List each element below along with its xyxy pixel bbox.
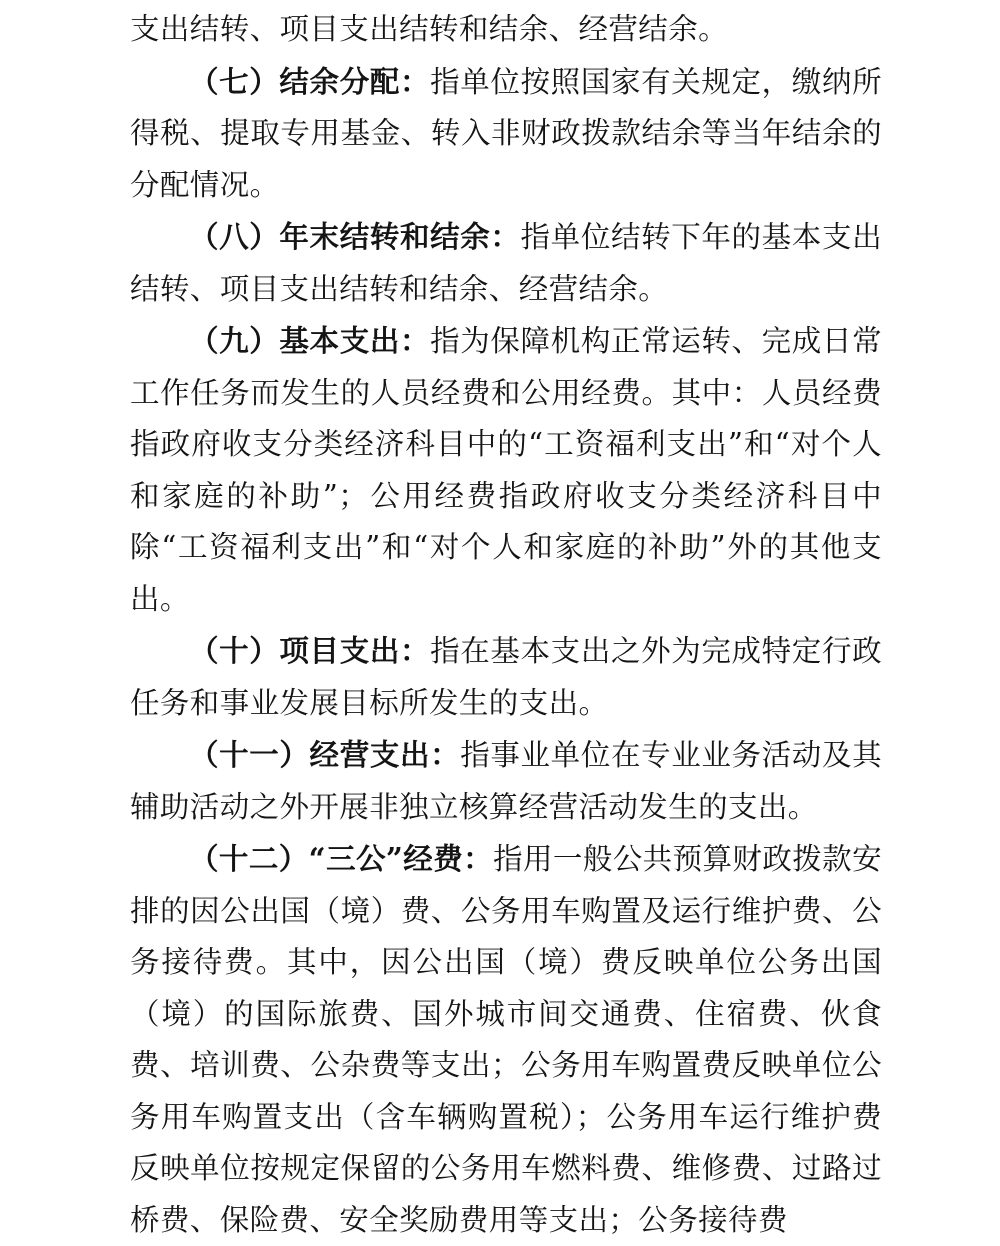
paragraph-text: 指在基本支出之外为完成特定行政任务和事业发展目标所发生的支出。 (130, 634, 882, 720)
paragraph-text: 指事业单位在专业业务活动及其辅助活动之外开展非独立核算经营活动发生的支出。 (130, 738, 882, 824)
paragraph-text: 指用一般公共预算财政拨款安排的因公出国（境）费、公务用车购置及运行维护费、公务接待费。其中，因公出国（境）费反映单位公务出国（境）的国际旅费、国外城市间交通费、住宿费、伙食费、培训费、公杂费等支出；公务用车购置费反映单位公务用车购置支出（含车辆购置税）；公务用车运行维护费反映单位按规定保留的公务用车燃料费、维修费、过路过桥费、保险费、安全奖励费用等支出；公务接待费 (130, 842, 882, 1237)
paragraph-text: 指为保障机构正常运转、完成日常工作任务而发生的人员经费和公用经费。其中：人员经费指政府收支分类经济科目中的“工资福利支出”和“对个人和家庭的补助”；公用经费指政府收支分类经济科目中除“工资福利支出”和“对个人和家庭的补助”外的其他支出。 (130, 324, 882, 616)
paragraph-lead: （七）结余分配： (189, 63, 431, 99)
paragraph-item-10 (130, 625, 882, 729)
paragraph-item-7 (130, 56, 882, 212)
paragraph-lead: （十一）经营支出： (189, 737, 461, 772)
paragraph-item-11 (130, 729, 882, 833)
paragraph-lead: （十）项目支出： (189, 633, 431, 668)
paragraph-item-9 (130, 315, 882, 625)
paragraph-text: 指单位结转下年的基本支出结转、项目支出结转和结余、经营结余。 (130, 220, 882, 306)
paragraph-continued (130, 4, 882, 56)
paragraph-lead: （八）年末结转和结余： (189, 219, 521, 254)
paragraph-text: 支出结转、项目支出结转和结余、经营结余。 (130, 12, 729, 46)
paragraph-lead: （九）基本支出： (189, 323, 431, 358)
paragraph-item-12 (130, 833, 882, 1246)
paragraph-lead: （十二）“三公”经费： (189, 841, 494, 876)
document-body (130, 4, 882, 1246)
paragraph-item-8 (130, 211, 882, 315)
paragraph-text: 指单位按照国家有关规定，缴纳所得税、提取专用基金、转入非财政拨款结余等当年结余的分配情况。 (130, 64, 882, 202)
